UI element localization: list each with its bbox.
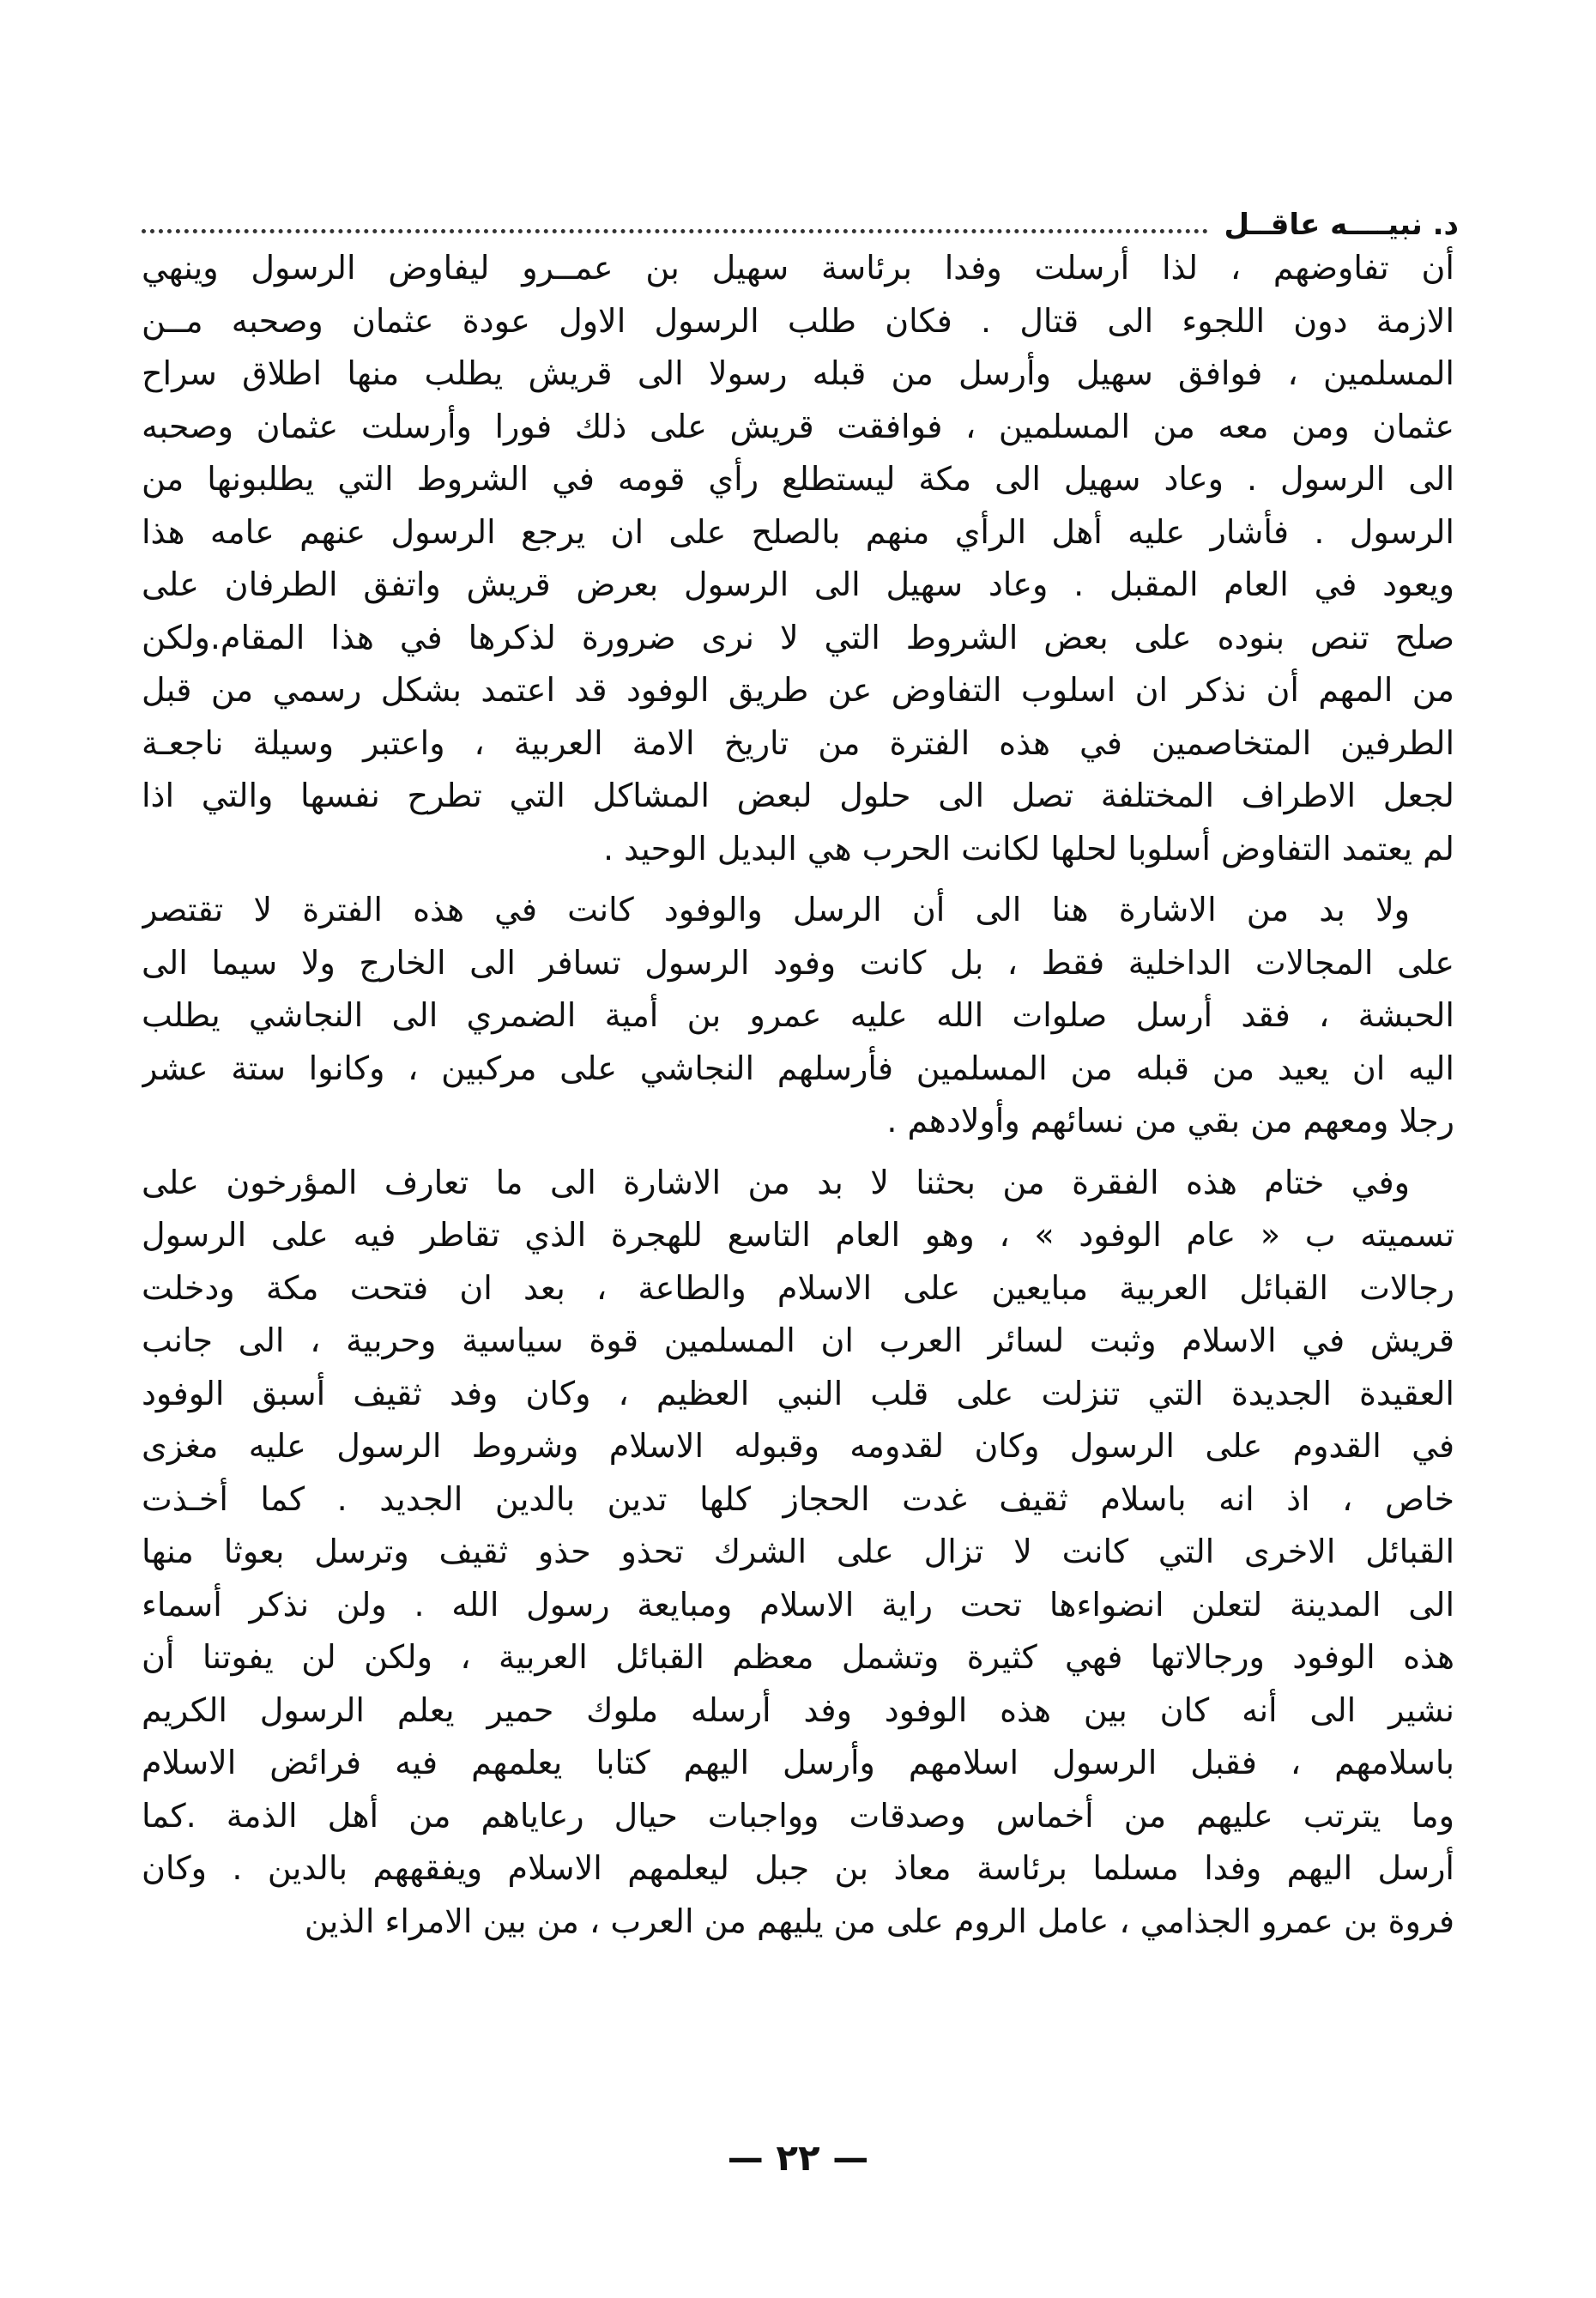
text-line: باسلامهم ، فقبل الرسول اسلامهم وأرسل اليهم كتابا يعلمهم فيه فرائض الاسلام [142,1744,1454,1781]
text-line: خاص ، اذ انه باسلام ثقيف غدت الحجاز كلها تدين بالدين الجديد . كما أخـذت [142,1479,1454,1518]
text-line: نشير الى أنه كان بين هذه الوفود وفد أرسله ملوك حمير يعلم الرسول الكريم [142,1690,1454,1729]
text-line: الحبشة ، فقد أرسل صلوات الله عليه عمرو بن أمية الضمري الى النجاشي يطلب [142,996,1454,1034]
text-line: لم يعتمد التفاوض أسلوبا لحلها لكانت الحرب هي البديل الوحيد . [603,829,1454,868]
text-line: اليه ان يعيد من قبله من المسلمين فأرسلهم النجاشي على مركبين ، وكانوا ستة عشر [142,1049,1454,1087]
text-line: الى المدينة لتعلن انضواءها تحت راية الاسلام ومبايعة رسول الله . ولن نذكر أسماء [142,1585,1454,1624]
text-line: فروة بن عمرو الجذامي ، عامل الروم على من يليهم من العرب ، من بين الامراء الذين [304,1902,1454,1940]
text-line: وما يترتب عليهم من أخماس وصدقات وواجبات حيال رعاياهم من أهل الذمة .كما [142,1796,1454,1835]
text-line: رجالات القبائل العربية مبايعين على الاسلام والطاعة ، بعد ان فتحت مكة ودخلت [142,1268,1454,1307]
body-text [142,242,1454,1948]
header-dotted-leader [142,229,1208,233]
text-line: وفي ختام هذه الفقرة من بحثنا لا بد من الاشارة الى ما تعارف المؤرخون على [142,1163,1410,1201]
running-header [142,190,1459,242]
paragraph-3 [142,1157,1454,1949]
author-name: د. نبيــــه عاقــل [1224,208,1459,242]
text-line: عثمان ومن معه من المسلمين ، فوافقت قريش على ذلك فورا وأرسلت عثمان وصحبه [142,407,1454,445]
text-line: ولا بد من الاشارة هنا الى أن الرسل والوفود كانت في هذه الفترة لا تقتصر [142,891,1410,928]
text-line: الرسول . فأشار عليه أهل الرأي منهم بالصلح على ان يرجع الرسول عنهم عامه هذا [142,512,1454,551]
text-line: المسلمين ، فوافق سهيل وأرسل من قبله رسولا الى قريش يطلب منها اطلاق سراح [142,354,1454,392]
paragraph-2 [142,884,1454,1148]
text-line: هذه الوفود ورجالاتها فهي كثيرة وتشمل معظم القبائل العربية ، ولكن لن يفوتنا أن [142,1638,1454,1676]
text-line: صلح تنص بنوده على بعض الشروط التي لا نرى ضرورة لذكرها في هذا المقام.ولكن [142,618,1454,656]
text-line: العقيدة الجديدة التي تنزلت على قلب النبي العظيم ، وكان وفد ثقيف أسبق الوفود [142,1374,1454,1412]
page-number: — ٢٢ — [727,2137,869,2179]
text-line: أرسل اليهم وفدا مسلما برئاسة معاذ بن جبل ليعلمهم الاسلام ويفقههم بالدين . وكان [142,1849,1454,1887]
text-line: لجعل الاطراف المختلفة تصل الى حلول لبعض المشاكل التي تطرح نفسها والتي اذا [142,777,1454,814]
text-line: تسميته ب « عام الوفود » ، وهو العام التاسع للهجرة الذي تقاطر فيه على الرسول [142,1216,1454,1254]
text-line: القبائل الاخرى التي كانت لا تزال على الشرك تحذو حذو ثقيف وترسل بعوثا منها [142,1533,1454,1570]
text-line: على المجالات الداخلية فقط ، بل كانت وفود الرسول تسافر الى الخارج ولا سيما الى [142,943,1454,982]
text-line: ويعود في العام المقبل . وعاد سهيل الى الرسول بعرض قريش واتفق الطرفان على [142,565,1454,603]
text-line: قريش في الاسلام وثبت لسائر العرب ان المسلمين قوة سياسية وحربية ، الى جانب [142,1321,1454,1359]
text-line: رجلا ومعهم من بقي من نسائهم وأولادهم . [886,1102,1454,1140]
paragraph-1 [142,242,1454,875]
text-line: الى الرسول . وعاد سهيل الى مكة ليستطلع رأي قومه في الشروط التي يطلبونها من [142,460,1454,498]
text-line: أن تفاوضهم ، لذا أرسلت وفدا برئاسة سهيل بن عمــرو ليفاوض الرسول وينهي [142,249,1454,287]
text-line: الطرفين المتخاصمين في هذه الفترة من تاريخ الامة العربية ، واعتبر وسيلة ناجعـة [142,723,1454,762]
text-line: في القدوم على الرسول وكان لقدومه وقبوله الاسلام وشروط الرسول عليه مغزى [142,1427,1454,1465]
text-line: الازمة دون اللجوء الى قتال . فكان طلب الرسول الاول عودة عثمان وصحبه مــن [142,301,1454,340]
text-line: من المهم أن نذكر ان اسلوب التفاوض عن طريق الوفود قد اعتمد بشكل رسمي من قبل [142,671,1454,709]
